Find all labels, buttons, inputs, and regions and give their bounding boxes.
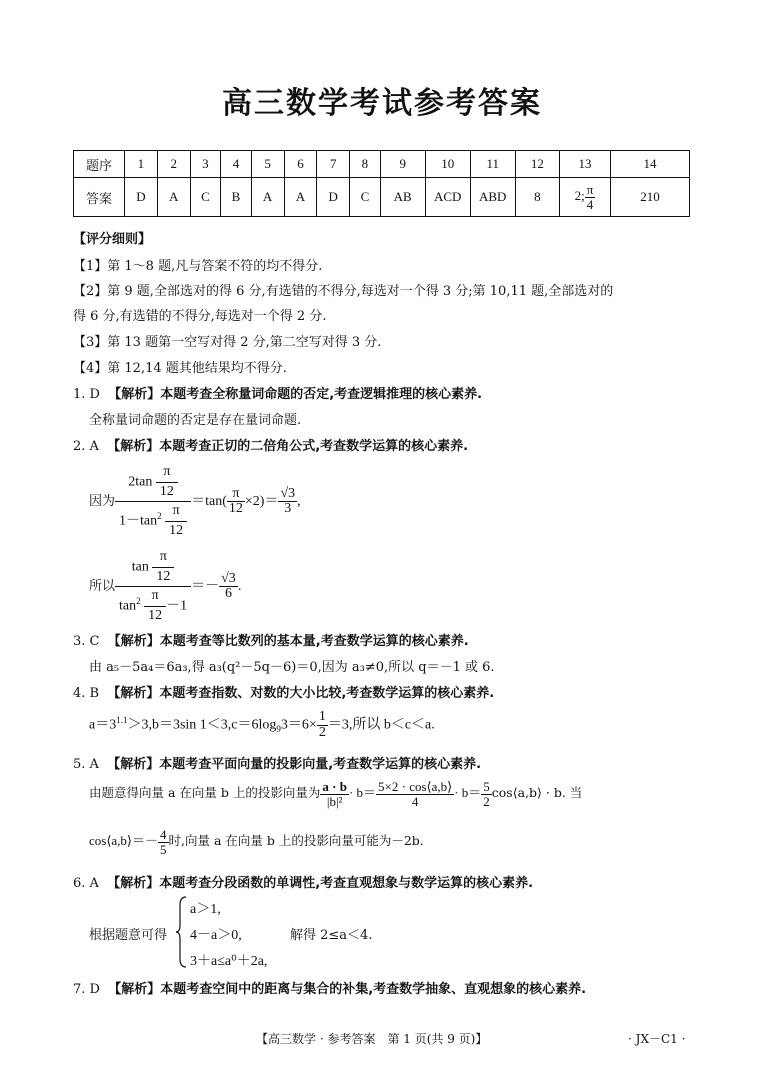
q4-two: 2 bbox=[318, 724, 326, 740]
q6-label: 6. A bbox=[73, 876, 99, 891]
q1-heading bbox=[73, 383, 482, 402]
q6-heading bbox=[73, 872, 533, 891]
number-cell: 4 bbox=[221, 151, 252, 178]
header-cell: 题序 bbox=[74, 151, 125, 178]
number-cell: 1 bbox=[125, 151, 158, 178]
q5-f1d: |b|² bbox=[326, 793, 343, 809]
q2-pi: π bbox=[156, 465, 178, 483]
q2-twelve: 12 bbox=[148, 608, 163, 624]
q7-heading bbox=[73, 978, 586, 997]
q4-pre: a＝3 bbox=[89, 717, 117, 733]
q2-den2a: tan bbox=[119, 598, 137, 614]
answer-cell: D bbox=[125, 178, 158, 217]
q2-pi-over-12-b bbox=[165, 504, 187, 538]
q5-frac3 bbox=[481, 780, 492, 808]
answer-cell: D bbox=[317, 178, 350, 217]
q2-formula-2 bbox=[89, 550, 241, 624]
number-cell: 7 bbox=[317, 151, 350, 178]
q5-f2d: 4 bbox=[411, 793, 419, 809]
q2-twelve: 12 bbox=[228, 501, 243, 517]
q5-frac4 bbox=[158, 828, 169, 856]
q2-sqrt3: √3 bbox=[221, 570, 236, 586]
q5-line2-post: 时,向量 a 在向量 b 上的投影向量可能为－2b. bbox=[168, 833, 424, 849]
rule-4: 【4】第 12,14 题其他结果均不得分. bbox=[73, 361, 287, 376]
number-cell: 12 bbox=[515, 151, 559, 178]
table-row-answers bbox=[74, 178, 690, 217]
q5-line2-pre: cos⟨a,b⟩＝－ bbox=[89, 833, 158, 849]
q13-numerator: π bbox=[586, 181, 594, 197]
q2-twelve: 12 bbox=[169, 523, 184, 539]
q1-label: 1. D bbox=[73, 387, 100, 402]
q3-heading bbox=[73, 630, 469, 649]
q2-num1: 2tan bbox=[128, 474, 153, 490]
q2-pi: π bbox=[227, 487, 245, 503]
rule-3: 【3】第 13 题第一空写对得 2 分,第二空写对得 3 分. bbox=[73, 335, 382, 350]
q2-so: 所以 bbox=[89, 579, 116, 595]
q2-sqrt3: √3 bbox=[280, 485, 296, 501]
q2-times2: ×2)＝ bbox=[244, 494, 279, 510]
q1-text: 全称量词命题的否定是存在量词命题. bbox=[89, 413, 302, 428]
number-cell: 8 bbox=[350, 151, 381, 178]
rule-2-line-2: 得 6 分,有选错的不得分,每选对一个得 2 分. bbox=[73, 309, 327, 324]
q6-case-1: a＞1, bbox=[190, 902, 221, 917]
q2-pi-over-12-a bbox=[156, 465, 178, 499]
number-cell: 14 bbox=[611, 151, 690, 178]
q2-pi-over-12-e bbox=[144, 589, 166, 623]
q2-twelve: 12 bbox=[156, 568, 171, 584]
q2-tag: 【解析】本题考查正切的二倍角公式,考查数学运算的核心素养. bbox=[107, 439, 469, 454]
number-cell: 3 bbox=[190, 151, 221, 178]
q2-comma: , bbox=[297, 494, 301, 510]
q4-tag: 【解析】本题考查指数、对数的大小比较,考查数学运算的核心素养. bbox=[107, 686, 495, 701]
answer-cell: B bbox=[221, 178, 252, 217]
q4-label: 4. B bbox=[73, 686, 100, 701]
q2-sqrt3-over-3 bbox=[278, 487, 297, 517]
q5-f4d: 5 bbox=[160, 841, 167, 857]
number-cell: 5 bbox=[251, 151, 284, 178]
rule-2-line-1: 【2】第 9 题,全部选对的得 6 分,有选错的不得分,每选对一个得 3 分;第 10,11 题,全部选对的 bbox=[73, 284, 614, 299]
q5-f1n: a · b bbox=[322, 779, 347, 794]
q7-tag: 【解析】本题考查空间中的距离与集合的补集,考查数学抽象、直观想象的核心素养. bbox=[108, 982, 587, 997]
q2-main-denominator: $1-\tan^2$ $\frac{\pi}{12}$ bbox=[115, 502, 191, 538]
q6-tag: 【解析】本题考查分段函数的单调性,考查直观想象与数学运算的核心素养. bbox=[107, 876, 534, 891]
answer-table bbox=[73, 150, 690, 217]
answer-cell: ABD bbox=[470, 178, 515, 217]
q5-formula-2 bbox=[89, 828, 424, 856]
q2-eq1: ＝tan( bbox=[191, 494, 227, 510]
q3-tag: 【解析】本题考查等比数列的基本量,考查数学运算的核心素养. bbox=[107, 634, 469, 649]
q4-sub: 9 bbox=[276, 724, 281, 735]
q2-six: 6 bbox=[224, 586, 232, 602]
answer-cell: 210 bbox=[611, 178, 690, 217]
q5-mid2: · b＝ bbox=[454, 785, 482, 801]
answer-cell-13 bbox=[560, 178, 611, 217]
q2-sqrt3-over-6 bbox=[219, 572, 238, 602]
q6-case-3: 3＋a≤a⁰＋2a, bbox=[190, 954, 268, 969]
q2-den1: 1－tan bbox=[119, 513, 158, 529]
q4-formula bbox=[89, 710, 435, 740]
q2-main-fraction bbox=[115, 465, 191, 539]
q6-solve: 解得 2≤a＜4. bbox=[290, 928, 373, 943]
footer-center: 【高三数学 · 参考答案 第 1 页(共 9 页)】 bbox=[256, 1032, 488, 1046]
q2-formula-1 bbox=[89, 465, 301, 539]
number-cell: 9 bbox=[380, 151, 425, 178]
q5-f2n: 5×2 · cos⟨a,b⟩ bbox=[378, 779, 453, 794]
q2-second-denominator: $\tan^2$ $\frac{\pi}{12}$ －1 bbox=[119, 588, 188, 624]
answer-label-cell: 答案 bbox=[74, 178, 125, 217]
q2-main-numerator bbox=[115, 465, 191, 502]
q2-pi: π bbox=[144, 589, 166, 607]
q4-heading bbox=[73, 682, 494, 701]
rule-1: 【1】第 1～8 题,凡与答案不符的均不得分. bbox=[73, 259, 323, 274]
q5-f3n: 5 bbox=[483, 779, 490, 794]
q4-mid: ＞3,b＝3sin 1＜3,c＝6log bbox=[127, 717, 277, 733]
q4-mid2: 3＝6× bbox=[280, 717, 317, 733]
q5-formula-1 bbox=[89, 780, 582, 808]
number-cell: 10 bbox=[425, 151, 470, 178]
q2-pi: π bbox=[165, 504, 187, 522]
q4-half bbox=[317, 710, 328, 740]
q13-prefix: 2; bbox=[574, 187, 585, 203]
q2-period: . bbox=[237, 579, 242, 595]
q2-pi-over-12-d bbox=[152, 550, 174, 584]
answer-cell: AB bbox=[380, 178, 425, 217]
q5-pre: 由题意得向量 a 在向量 b 上的投影向量为 bbox=[89, 785, 321, 801]
answer-cell: A bbox=[284, 178, 317, 217]
q2-pi-over-12-c bbox=[227, 487, 245, 517]
answer-cell: C bbox=[350, 178, 381, 217]
q2-heading bbox=[73, 435, 468, 454]
number-cell: 2 bbox=[157, 151, 190, 178]
q13-denominator: 4 bbox=[586, 196, 594, 212]
q2-three: 3 bbox=[284, 501, 292, 517]
number-cell: 13 bbox=[560, 151, 611, 178]
number-cell: 6 bbox=[284, 151, 317, 178]
q5-tag: 【解析】本题考查平面向量的投影向量,考查数学运算的核心素养. bbox=[107, 757, 482, 772]
q2-label: 2. A bbox=[73, 439, 99, 454]
q5-f4n: 4 bbox=[160, 827, 167, 842]
q4-post: ＝3,所以 b＜c＜a. bbox=[327, 717, 435, 733]
answer-cell: A bbox=[157, 178, 190, 217]
q2-twelve: 12 bbox=[159, 483, 174, 499]
answer-cell: ACD bbox=[425, 178, 470, 217]
q2-second-numerator bbox=[115, 550, 191, 587]
answer-cell: 8 bbox=[515, 178, 559, 217]
q1-tag: 【解析】本题考查全称量词命题的否定,考查逻辑推理的核心素养. bbox=[108, 387, 483, 402]
q13-fraction bbox=[585, 183, 596, 211]
q4-one: 1 bbox=[318, 709, 326, 724]
q2-tan: tan bbox=[131, 559, 149, 575]
q5-heading bbox=[73, 753, 481, 772]
q2-because: 因为 bbox=[89, 494, 116, 510]
answer-cell: A bbox=[251, 178, 284, 217]
q6-pre: 根据题意可得 bbox=[89, 928, 168, 943]
table-row-numbers bbox=[74, 151, 690, 178]
q2-den2b: －1 bbox=[166, 598, 188, 614]
q3-text: 由 a₅－5a₄＝6a₃,得 a₃(q²－5q－6)＝0,因为 a₃≠0,所以 q＝－1 或 6. bbox=[89, 660, 495, 675]
q6-brace bbox=[176, 895, 188, 969]
rules-heading: 【评分细则】 bbox=[73, 232, 152, 247]
q6-case-2: 4－a＞0, bbox=[190, 928, 242, 943]
q2-second-fraction bbox=[115, 550, 191, 624]
q5-mid1: · b＝ bbox=[348, 785, 377, 801]
number-cell: 11 bbox=[470, 151, 515, 178]
q2-pi: π bbox=[152, 550, 174, 568]
q7-label: 7. D bbox=[73, 982, 100, 997]
q3-label: 3. C bbox=[73, 634, 100, 649]
footer-right: · JX－C1 · bbox=[628, 1032, 686, 1046]
q5-f3d: 2 bbox=[483, 793, 490, 809]
q5-label: 5. A bbox=[73, 757, 99, 772]
q2-eq2: ＝－ bbox=[191, 579, 220, 595]
q5-frac2 bbox=[376, 780, 454, 808]
page-title: 高三数学考试参考答案 bbox=[222, 86, 542, 121]
q5-frac1 bbox=[320, 780, 349, 808]
q5-post: cos⟨a,b⟩ · b. 当 bbox=[491, 785, 583, 801]
q4-exp: 1.1 bbox=[116, 714, 128, 725]
answer-cell: C bbox=[190, 178, 221, 217]
